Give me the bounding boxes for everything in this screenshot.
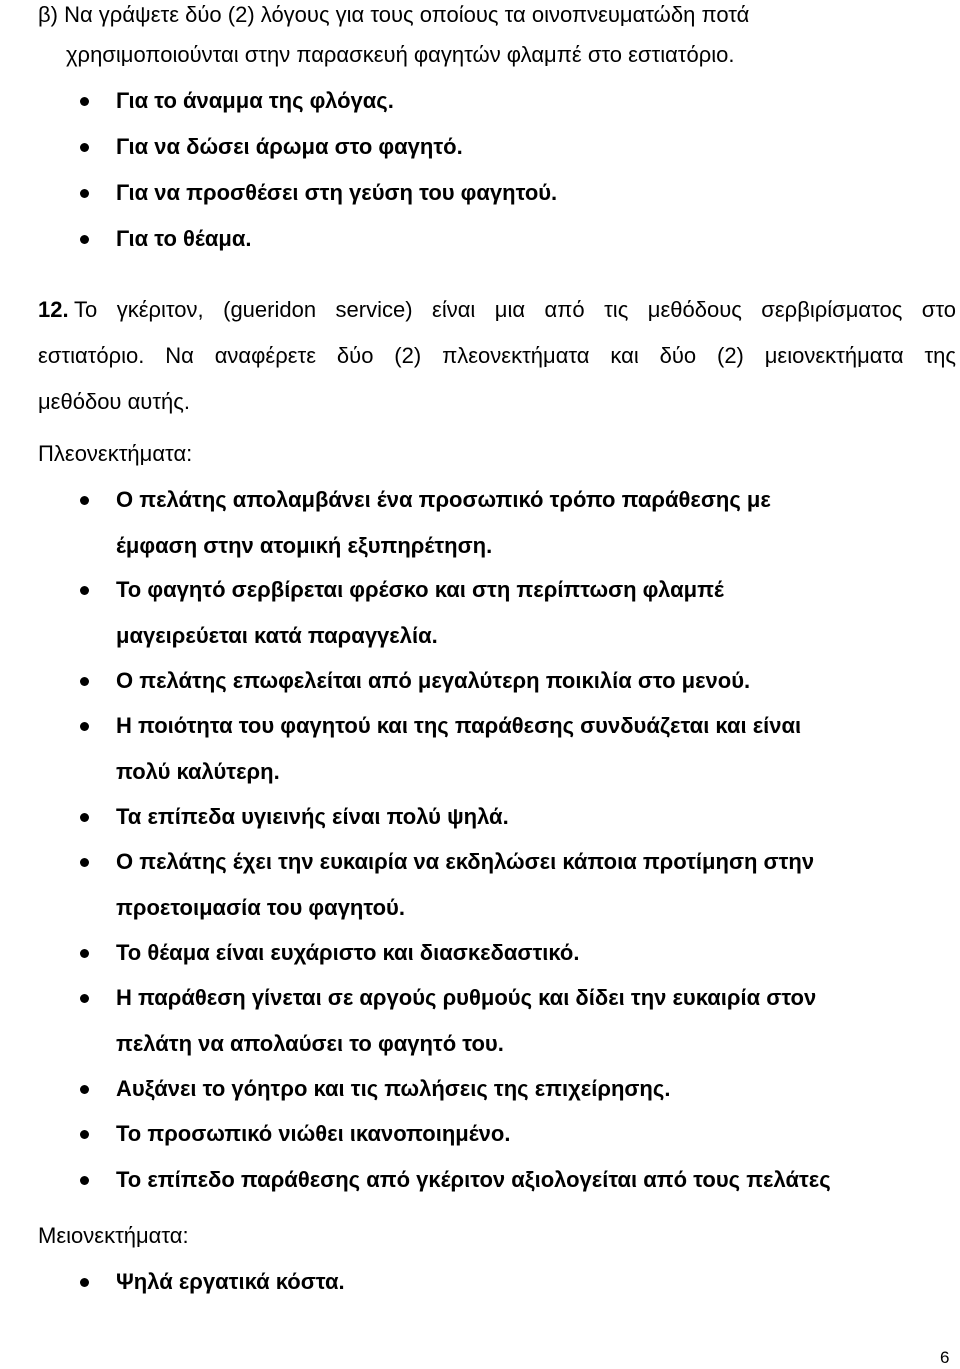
question-b-line-1: β) Να γράψετε δύο (2) λόγους για τους οποίους τα οινοπνευματώδη ποτά [38, 2, 750, 27]
bullet-icon [80, 994, 89, 1003]
question-12-line-1: Το γκέριτον, (gueridon service) είναι μια από τις μεθόδους σερβιρίσματος στο [74, 297, 956, 322]
bullet-icon [80, 97, 89, 106]
reason-item: Για το θέαμα. [116, 226, 252, 251]
disadvantages-heading: Μειονεκτήματα: [38, 1223, 189, 1248]
question-b-line-2: χρησιμοποιούνται στην παρασκευή φαγητών φλαμπέ στο εστιατόριο. [66, 42, 735, 67]
advantage-item-line: Το προσωπικό νιώθει ικανοποιημένο. [116, 1121, 511, 1146]
bullet-icon [80, 949, 89, 958]
question-12-line-3: μεθόδου αυτής. [38, 389, 190, 414]
reason-item: Για να προσθέσει στη γεύση του φαγητού. [116, 180, 558, 205]
advantage-item-line: Το θέαμα είναι ευχάριστο και διασκεδαστικό. [116, 940, 580, 965]
advantage-item-line: Ο πελάτης απολαμβάνει ένα προσωπικό τρόπο παράθεσης με [116, 487, 771, 512]
bullet-icon [80, 1278, 89, 1287]
question-12-line-2: εστιατόριο. Να αναφέρετε δύο (2) πλεονεκτήματα και δύο (2) μειονεκτήματα της [38, 343, 956, 368]
bullet-icon [80, 677, 89, 686]
bullet-icon [80, 1176, 89, 1185]
advantage-item-line: Η ποιότητα του φαγητού και της παράθεσης συνδυάζεται και είναι [116, 713, 802, 738]
disadvantage-item: Ψηλά εργατικά κόστα. [116, 1269, 345, 1294]
bullet-icon [80, 235, 89, 244]
bullet-icon [80, 189, 89, 198]
advantage-item-line: μαγειρεύεται κατά παραγγελία. [116, 623, 438, 648]
advantages-heading: Πλεονεκτήματα: [38, 441, 193, 466]
advantage-item-line: πελάτη να απολαύσει το φαγητό του. [116, 1031, 504, 1056]
advantage-item-line: Αυξάνει το γόητρο και τις πωλήσεις της επιχείρησης. [116, 1076, 671, 1101]
reason-item: Για να δώσει άρωμα στο φαγητό. [116, 134, 463, 159]
advantage-item-line: Ο πελάτης έχει την ευκαιρία να εκδηλώσει κάποια προτίμηση στην [116, 849, 815, 874]
advantage-item-line: προετοιμασία του φαγητού. [116, 895, 405, 920]
bullet-icon [80, 858, 89, 867]
advantage-item-line: Το επίπεδο παράθεσης από γκέριτον αξιολογείται από τους πελάτες [116, 1167, 831, 1192]
bullet-icon [80, 496, 89, 505]
advantage-item-line: Ο πελάτης επωφελείται από μεγαλύτερη ποικιλία στο μενού. [116, 668, 751, 693]
bullet-icon [80, 813, 89, 822]
advantage-item-line: έμφαση στην ατομική εξυπηρέτηση. [116, 533, 493, 558]
reason-item: Για το άναμμα της φλόγας. [116, 88, 394, 113]
bullet-icon [80, 143, 89, 152]
bullet-icon [80, 722, 89, 731]
bullet-icon [80, 586, 89, 595]
page-number: 6 [940, 1348, 950, 1367]
bullet-icon [80, 1085, 89, 1094]
advantage-item-line: Τα επίπεδα υγιεινής είναι πολύ ψηλά. [116, 804, 509, 829]
advantage-item-line: Η παράθεση γίνεται σε αργούς ρυθμούς και δίδει την ευκαιρία στον [116, 985, 817, 1010]
advantage-item-line: Το φαγητό σερβίρεται φρέσκο και στη περίπτωση φλαμπέ [116, 577, 724, 602]
advantage-item-line: πολύ καλύτερη. [116, 759, 280, 784]
bullet-icon [80, 1130, 89, 1139]
question-number: 12. [38, 297, 69, 322]
